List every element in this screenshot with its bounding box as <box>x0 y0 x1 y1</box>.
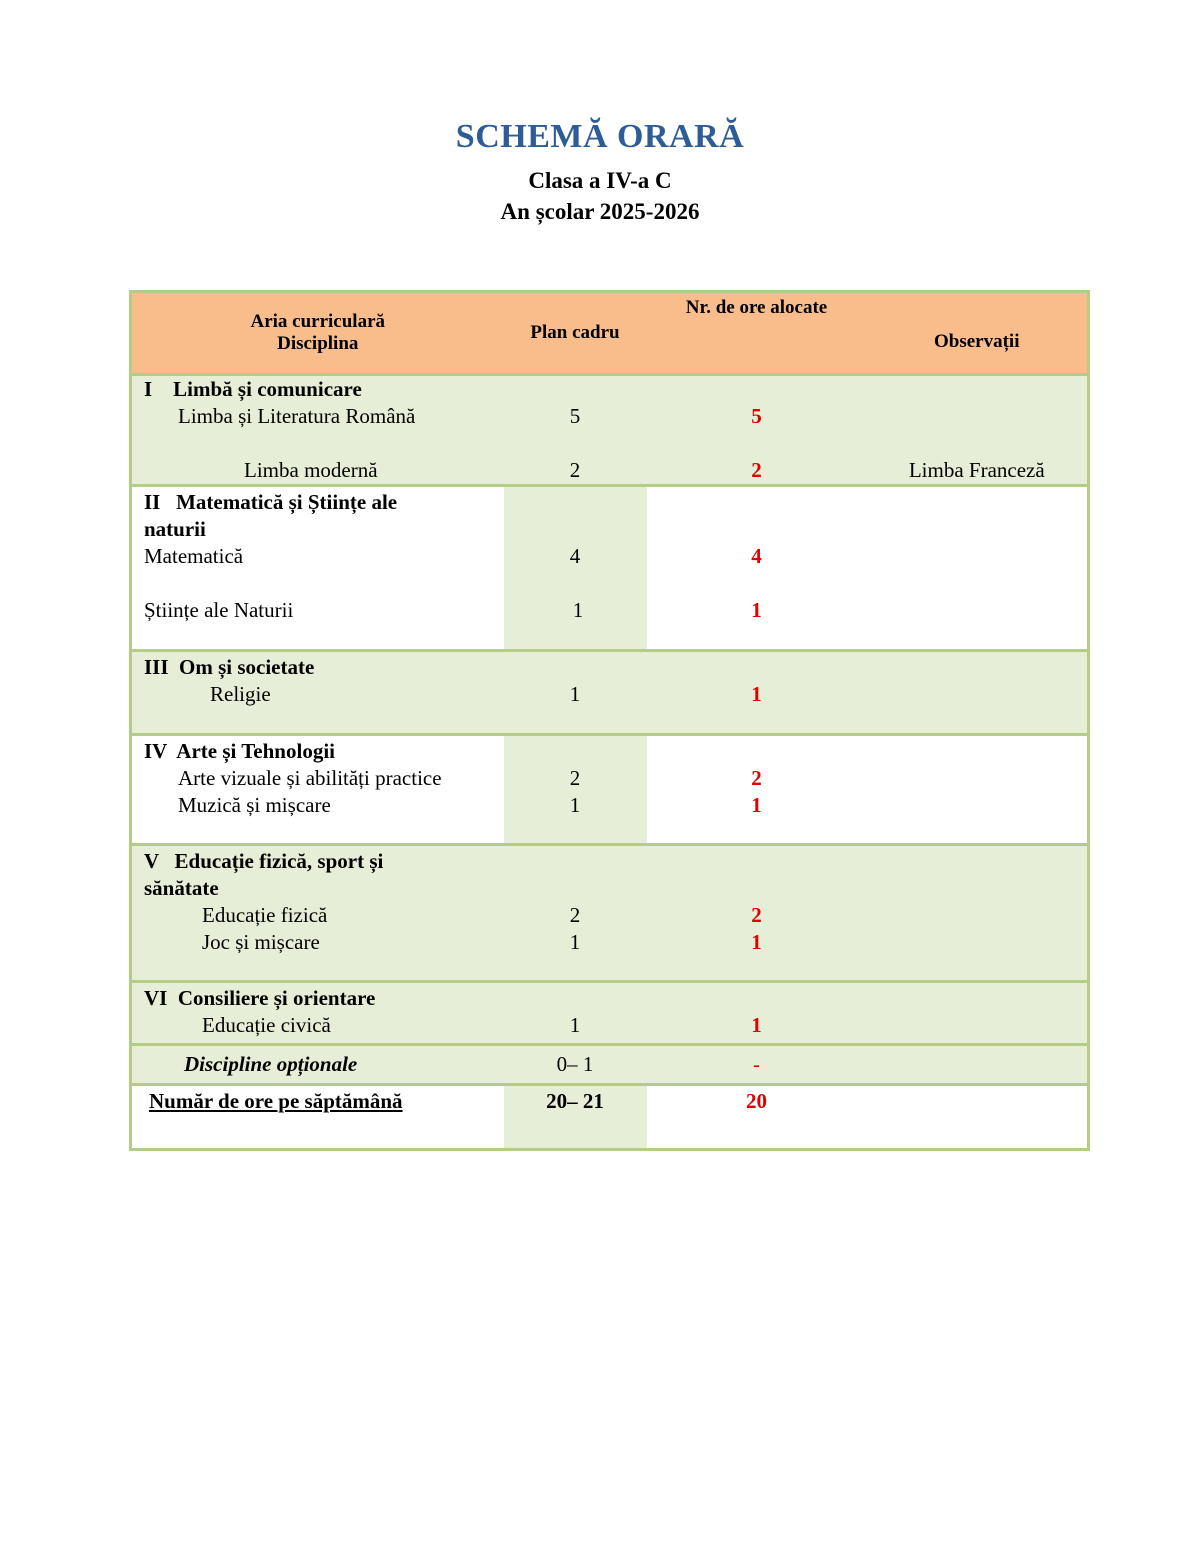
header-plan: Plan cadru <box>504 292 647 375</box>
section-title: I Limbă și comunicare <box>144 377 362 401</box>
notes-cell <box>867 845 1089 982</box>
notes-cell <box>867 1045 1089 1085</box>
discipline-name: Limba și Literatura Română <box>178 404 416 428</box>
plan-cell <box>504 845 647 982</box>
section-row <box>131 982 1089 1045</box>
school-year-label: An școlar 2025-2026 <box>500 199 700 224</box>
plan-cell <box>504 486 647 651</box>
discipline-name: Limba modernă <box>244 458 378 482</box>
header-notes: Observații <box>867 292 1089 375</box>
allocated-cell <box>647 375 867 486</box>
plan-value: 1 <box>569 682 581 706</box>
allocated-value: 1 <box>751 1013 762 1037</box>
plan-cell <box>504 735 647 845</box>
document-title: SCHEMĂ ORARĂ <box>455 118 745 155</box>
total-plan: 20– 21 <box>546 1089 604 1113</box>
discipline-name: Educație civică <box>202 1013 331 1037</box>
plan-value: 1 <box>569 1013 581 1037</box>
allocated-cell <box>647 735 867 845</box>
total-row <box>131 1085 1089 1150</box>
plan-cell <box>504 982 647 1045</box>
plan-value: 5 <box>569 404 581 428</box>
allocated-value: 2 <box>751 458 762 482</box>
plan-value: 1 <box>572 598 584 622</box>
discipline-name: Religie <box>210 682 271 706</box>
header-area: Aria curriculară <box>250 311 386 332</box>
allocated-value: 2 <box>751 766 762 790</box>
plan-value: 4 <box>569 544 581 568</box>
optional-plan: 0– 1 <box>504 1045 647 1085</box>
header-area-cell <box>131 292 504 375</box>
allocated-value: 1 <box>751 682 762 706</box>
notes-cell <box>867 486 1089 651</box>
allocated-value: 1 <box>751 793 762 817</box>
allocated-cell <box>647 486 867 651</box>
header-discipline: Disciplina <box>277 333 359 354</box>
notes-cell <box>867 375 1089 486</box>
allocated-value: 1 <box>751 598 762 622</box>
total-name-cell <box>131 1085 504 1150</box>
section-row <box>131 486 1089 651</box>
allocated-value: 2 <box>751 903 762 927</box>
class-label: Clasa a IV-a C <box>528 168 672 193</box>
notes-cell <box>867 735 1089 845</box>
discipline-name: Educație fizică <box>202 903 328 927</box>
section-discipline-cell <box>131 982 504 1045</box>
optional-allocated: - <box>647 1045 867 1085</box>
plan-value: 1 <box>569 930 581 954</box>
total-allocated: 20 <box>746 1089 767 1113</box>
section-title: VI Consiliere și orientare <box>144 986 376 1010</box>
discipline-name: Matematică <box>144 544 244 568</box>
allocated-value: 5 <box>751 404 762 428</box>
notes-cell <box>867 982 1089 1045</box>
section-discipline-cell <box>131 845 504 982</box>
optional-row <box>131 1045 1089 1085</box>
total-label: Număr de ore pe săptămână <box>149 1089 403 1113</box>
schedule-table <box>129 290 1090 1151</box>
optional-label: Discipline opționale <box>184 1052 358 1076</box>
allocated-cell <box>647 982 867 1045</box>
section-row <box>131 651 1089 735</box>
notes-cell <box>867 651 1089 735</box>
plan-value: 2 <box>569 766 581 790</box>
section-title: III Om și societate <box>144 655 315 679</box>
discipline-name: Științe ale Naturii <box>144 598 294 622</box>
notes-cell <box>867 1085 1089 1150</box>
total-allocated-cell <box>647 1085 867 1150</box>
section-discipline-cell <box>131 375 504 486</box>
total-plan-cell <box>504 1085 647 1150</box>
section-title: IV Arte și Tehnologii <box>144 739 335 763</box>
allocated-value: 4 <box>751 544 762 568</box>
section-title-cont: naturii <box>144 517 206 541</box>
section-row <box>131 735 1089 845</box>
discipline-name: Arte vizuale și abilități practice <box>178 766 442 790</box>
section-title: II Matematică și Științe ale <box>144 490 398 514</box>
plan-cell <box>504 375 647 486</box>
allocated-cell <box>647 651 867 735</box>
plan-value: 1 <box>569 793 581 817</box>
plan-value: 2 <box>569 903 581 927</box>
header-allocated: Nr. de ore alocate <box>647 292 867 375</box>
allocated-cell <box>647 845 867 982</box>
section-row <box>131 845 1089 982</box>
plan-value: 2 <box>569 458 581 482</box>
section-row <box>131 375 1089 486</box>
optional-name <box>131 1045 504 1085</box>
section-title-cont: sănătate <box>144 876 219 900</box>
discipline-name: Muzică și mișcare <box>178 793 331 817</box>
section-title: V Educație fizică, sport și <box>144 849 384 873</box>
table-header-row <box>131 292 1089 375</box>
note-value: Limba Franceză <box>908 458 1045 482</box>
section-discipline-cell <box>131 486 504 651</box>
section-discipline-cell <box>131 651 504 735</box>
plan-cell <box>504 651 647 735</box>
section-discipline-cell <box>131 735 504 845</box>
allocated-value: 1 <box>751 930 762 954</box>
discipline-name: Joc și mișcare <box>202 930 320 954</box>
